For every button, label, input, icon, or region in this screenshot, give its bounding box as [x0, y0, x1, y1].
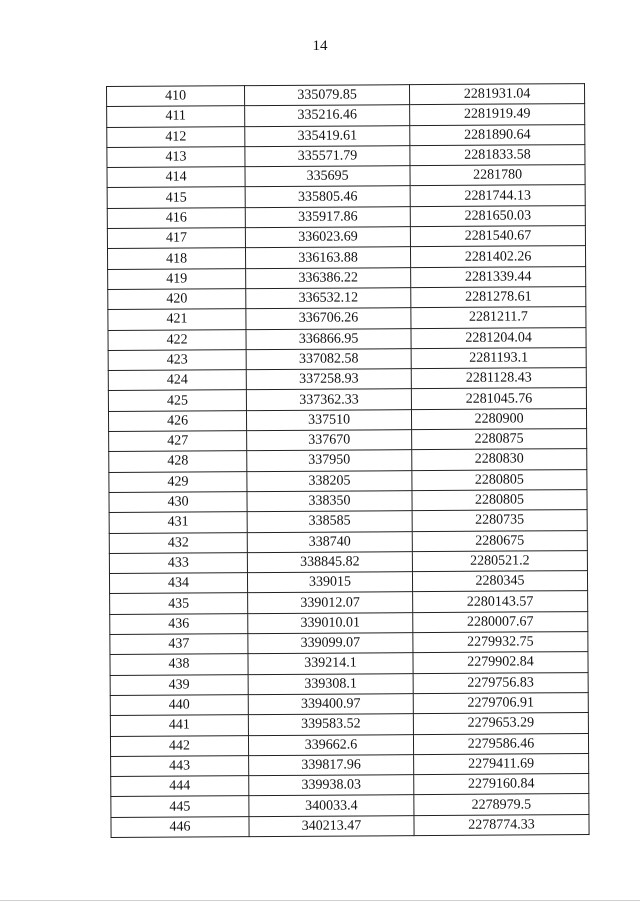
y-coordinate-cell: 2280675 [412, 530, 587, 551]
point-number-cell: 417 [107, 228, 245, 249]
point-number-cell: 437 [110, 634, 248, 655]
y-coordinate-cell: 2278774.33 [414, 814, 589, 835]
table-row [109, 510, 587, 533]
point-number-cell: 410 [107, 86, 245, 107]
point-number-cell: 442 [110, 735, 248, 756]
table-row [107, 185, 585, 208]
page-number: 14 [312, 38, 328, 54]
y-coordinate-cell: 2281744.13 [410, 185, 585, 206]
y-coordinate-cell: 2280143.57 [413, 591, 588, 612]
table-row [107, 205, 585, 228]
table-row [108, 368, 586, 391]
x-coordinate-cell: 335917.86 [245, 206, 410, 227]
point-number-cell: 415 [107, 187, 245, 208]
point-number-cell: 430 [109, 492, 247, 513]
y-coordinate-cell: 2281204.04 [411, 327, 586, 348]
table-row [108, 388, 586, 411]
x-coordinate-cell: 338585 [247, 511, 412, 532]
y-coordinate-cell: 2281193.1 [411, 347, 586, 368]
x-coordinate-cell: 339400.97 [248, 694, 413, 715]
point-number-cell: 444 [111, 776, 249, 797]
x-coordinate-cell: 338845.82 [247, 551, 412, 572]
point-number-cell: 418 [107, 248, 245, 269]
y-coordinate-cell: 2280345 [412, 571, 587, 592]
table-row [107, 124, 585, 147]
y-coordinate-cell: 2281211.7 [411, 307, 586, 328]
table-row [109, 550, 587, 573]
y-coordinate-cell: 2280007.67 [413, 611, 588, 632]
x-coordinate-cell: 335571.79 [245, 146, 410, 167]
table-row [107, 226, 585, 249]
point-number-cell: 428 [109, 451, 247, 472]
x-coordinate-cell: 340033.4 [249, 795, 414, 816]
y-coordinate-cell: 2281890.64 [410, 124, 585, 145]
x-coordinate-cell: 339938.03 [249, 775, 414, 796]
table-row [109, 530, 587, 553]
table-row [111, 794, 589, 817]
y-coordinate-cell: 2280875 [412, 429, 587, 450]
y-coordinate-cell: 2281128.43 [411, 368, 586, 389]
point-number-cell: 440 [110, 695, 248, 716]
table-row [107, 165, 585, 188]
point-number-cell: 429 [109, 471, 247, 492]
table-row [108, 408, 586, 431]
point-number-cell: 420 [108, 289, 246, 310]
x-coordinate-cell: 336866.95 [246, 328, 411, 349]
table-row [109, 571, 587, 594]
y-coordinate-cell: 2281919.49 [410, 104, 585, 125]
x-coordinate-cell: 336706.26 [246, 308, 411, 329]
point-number-cell: 422 [108, 329, 246, 350]
x-coordinate-cell: 339817.96 [249, 754, 414, 775]
y-coordinate-cell: 2280900 [411, 408, 586, 429]
y-coordinate-cell: 2281780 [410, 165, 585, 186]
table-row [110, 652, 588, 675]
x-coordinate-cell: 339015 [247, 572, 412, 593]
y-coordinate-cell: 2280521.2 [412, 550, 587, 571]
y-coordinate-cell: 2279411.69 [414, 753, 589, 774]
y-coordinate-cell: 2279932.75 [413, 632, 588, 653]
y-coordinate-cell: 2279160.84 [414, 774, 589, 795]
y-coordinate-cell: 2281833.58 [410, 144, 585, 165]
y-coordinate-cell: 2279706.91 [413, 692, 588, 713]
x-coordinate-cell: 335695 [245, 166, 410, 187]
x-coordinate-cell: 337258.93 [246, 369, 411, 390]
table-row [107, 84, 585, 107]
table-row [109, 449, 587, 472]
y-coordinate-cell: 2281278.61 [411, 287, 586, 308]
point-number-cell: 426 [108, 410, 246, 431]
y-coordinate-cell: 2281339.44 [411, 266, 586, 287]
y-coordinate-cell: 2280735 [412, 510, 587, 531]
point-number-cell: 423 [108, 350, 246, 371]
point-number-cell: 446 [111, 816, 249, 837]
table-row [110, 692, 588, 715]
point-number-cell: 432 [109, 532, 247, 553]
point-number-cell: 412 [107, 126, 245, 147]
x-coordinate-cell: 335805.46 [245, 186, 410, 207]
point-number-cell: 436 [110, 613, 248, 634]
x-coordinate-cell: 338350 [247, 491, 412, 512]
y-coordinate-cell: 2278979.5 [414, 794, 589, 815]
point-number-cell: 414 [107, 167, 245, 188]
x-coordinate-cell: 339214.1 [248, 653, 413, 674]
x-coordinate-cell: 336163.88 [245, 247, 410, 268]
table-row [108, 266, 586, 289]
table-row [110, 611, 588, 634]
table-row [108, 347, 586, 370]
y-coordinate-cell: 2281650.03 [410, 205, 585, 226]
table-row [110, 672, 588, 695]
x-coordinate-cell: 340213.47 [249, 815, 414, 836]
x-coordinate-cell: 339662.6 [248, 734, 413, 755]
x-coordinate-cell: 339308.1 [248, 673, 413, 694]
point-number-cell: 424 [108, 370, 246, 391]
y-coordinate-cell: 2281045.76 [411, 388, 586, 409]
point-number-cell: 438 [110, 654, 248, 675]
table-row [111, 814, 589, 837]
point-number-cell: 433 [109, 552, 247, 573]
x-coordinate-cell: 336386.22 [246, 267, 411, 288]
table-row [110, 713, 588, 736]
bottom-divider [0, 900, 640, 901]
y-coordinate-cell: 2279756.83 [413, 672, 588, 693]
x-coordinate-cell: 337082.58 [246, 349, 411, 370]
table-row [109, 469, 587, 492]
point-number-cell: 439 [110, 674, 248, 695]
coordinates-table-body [107, 84, 590, 838]
table-row [109, 490, 587, 513]
y-coordinate-cell: 2281931.04 [409, 84, 584, 105]
table-row [108, 307, 586, 330]
point-number-cell: 416 [107, 207, 245, 228]
table-row [111, 774, 589, 797]
point-number-cell: 427 [109, 431, 247, 452]
x-coordinate-cell: 337510 [246, 409, 411, 430]
point-number-cell: 425 [108, 390, 246, 411]
point-number-cell: 435 [110, 593, 248, 614]
x-coordinate-cell: 335079.85 [245, 85, 410, 106]
y-coordinate-cell: 2280805 [412, 490, 587, 511]
table-row [110, 733, 588, 756]
x-coordinate-cell: 337670 [247, 430, 412, 451]
point-number-cell: 431 [109, 512, 247, 533]
point-number-cell: 443 [111, 755, 249, 776]
table-row [111, 753, 589, 776]
point-number-cell: 413 [107, 147, 245, 168]
table-row [109, 429, 587, 452]
x-coordinate-cell: 338205 [247, 470, 412, 491]
x-coordinate-cell: 339012.07 [248, 592, 413, 613]
table-row [107, 144, 585, 167]
x-coordinate-cell: 339010.01 [248, 612, 413, 633]
point-number-cell: 445 [111, 796, 249, 817]
x-coordinate-cell: 339099.07 [248, 633, 413, 654]
point-number-cell: 419 [108, 268, 246, 289]
x-coordinate-cell: 336532.12 [246, 288, 411, 309]
point-number-cell: 434 [109, 573, 247, 594]
y-coordinate-cell: 2280805 [412, 469, 587, 490]
table-row [107, 104, 585, 127]
table-row [108, 287, 586, 310]
point-number-cell: 421 [108, 309, 246, 330]
table-row [110, 591, 588, 614]
table-row [107, 246, 585, 269]
y-coordinate-cell: 2279653.29 [413, 713, 588, 734]
table-row [110, 632, 588, 655]
point-number-cell: 441 [110, 715, 248, 736]
x-coordinate-cell: 337950 [247, 450, 412, 471]
x-coordinate-cell: 335419.61 [245, 125, 410, 146]
y-coordinate-cell: 2279902.84 [413, 652, 588, 673]
x-coordinate-cell: 336023.69 [245, 227, 410, 248]
point-number-cell: 411 [107, 106, 245, 127]
y-coordinate-cell: 2279586.46 [413, 733, 588, 754]
table-row [108, 327, 586, 350]
y-coordinate-cell: 2281540.67 [410, 226, 585, 247]
x-coordinate-cell: 335216.46 [245, 105, 410, 126]
x-coordinate-cell: 338740 [247, 531, 412, 552]
x-coordinate-cell: 337362.33 [246, 389, 411, 410]
y-coordinate-cell: 2280830 [412, 449, 587, 470]
x-coordinate-cell: 339583.52 [248, 714, 413, 735]
y-coordinate-cell: 2281402.26 [410, 246, 585, 267]
coordinates-table [106, 83, 590, 838]
